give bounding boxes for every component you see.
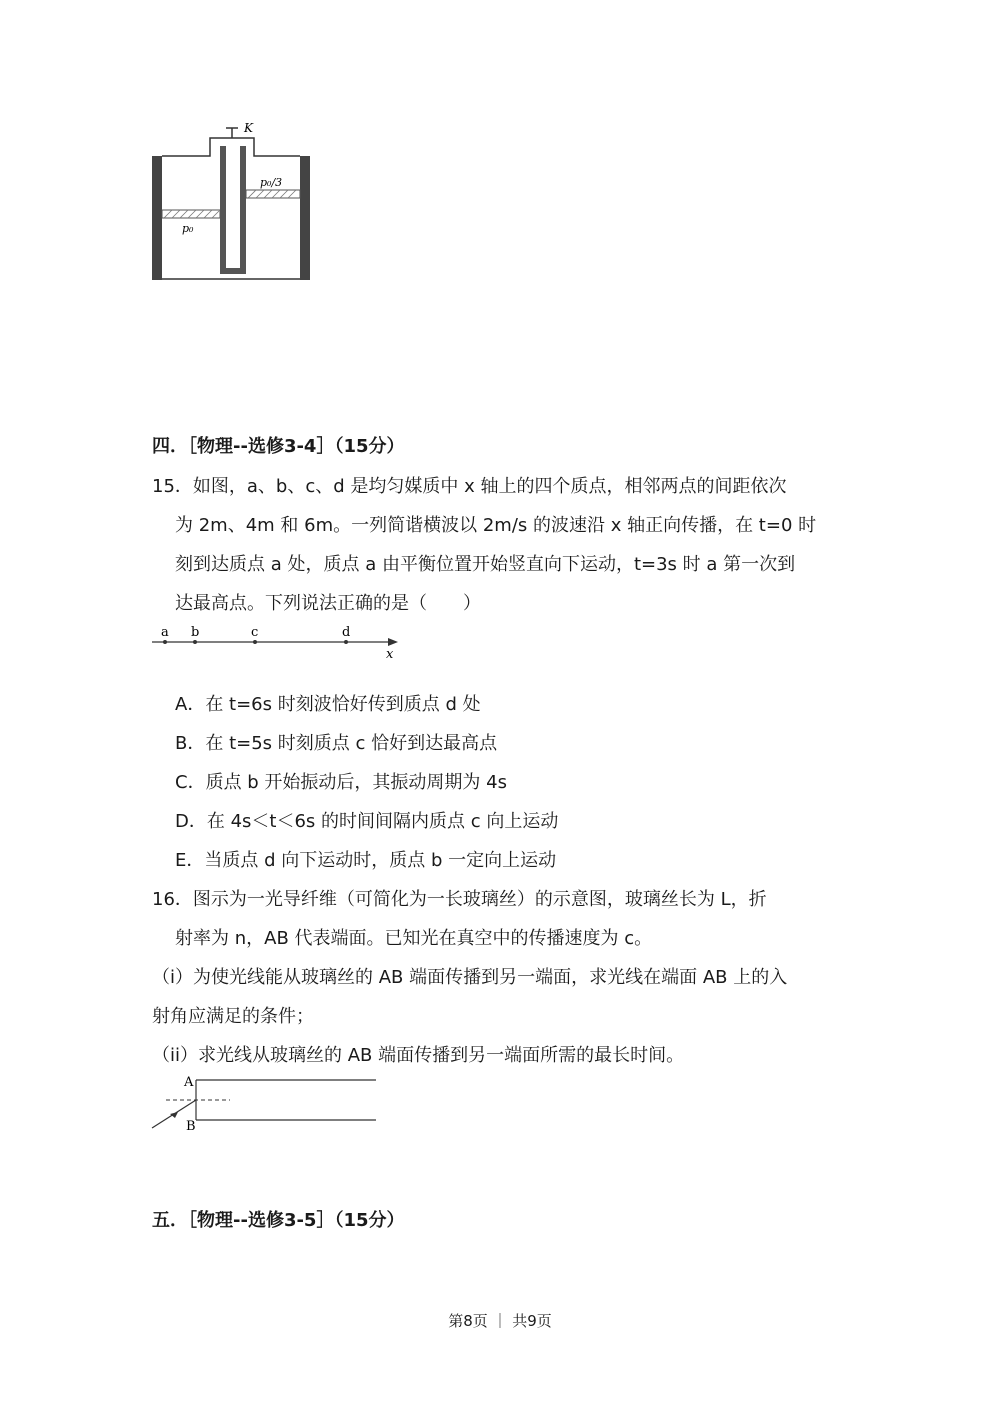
q15-option-b: B．在 t=5s 时刻质点 c 恰好到达最高点 [175, 733, 498, 754]
section-4-title: 四．［物理--选修3-4］（15分） [152, 436, 405, 457]
x-axis-label: x [386, 647, 394, 662]
point-c-label: c [251, 625, 259, 640]
vessel-figure [148, 118, 328, 288]
fiber-figure [148, 1070, 388, 1134]
q15-option-c: C．质点 b 开始振动后，其振动周期为 4s [175, 772, 507, 793]
q16-sub-i-line-2: 射角应满足的条件； [152, 1006, 314, 1027]
valve-label: K [244, 121, 253, 135]
fiber-label-a: A [184, 1075, 194, 1090]
left-pressure-label: p₀ [182, 222, 194, 235]
q15-option-e: E．当质点 d 向下运动时，质点 b 一定向上运动 [175, 850, 557, 871]
right-pressure-label: p₀/3 [260, 176, 283, 189]
fiber-label-b: B [186, 1119, 196, 1134]
page-footer: 第8页 ｜ 共9页 [448, 1312, 552, 1330]
q15-line-4: 达最高点。下列说法正确的是（ ） [175, 593, 481, 614]
q16-line-1: 16．图示为一光导纤维（可简化为一长玻璃丝）的示意图，玻璃丝长为 L，折 [152, 889, 767, 910]
point-b-label: b [191, 625, 200, 640]
point-a-label: a [161, 625, 169, 640]
point-d-label: d [342, 625, 351, 640]
x-axis-figure [150, 622, 410, 662]
q15-option-a: A．在 t=6s 时刻波恰好传到质点 d 处 [175, 694, 481, 715]
section-5-title: 五．［物理--选修3-5］（15分） [152, 1210, 405, 1231]
q15-line-1: 15．如图，a、b、c、d 是均匀媒质中 x 轴上的四个质点，相邻两点的间距依次 [152, 476, 787, 497]
q16-line-2: 射率为 n，AB 代表端面。已知光在真空中的传播速度为 c。 [175, 928, 653, 949]
q16-sub-i-line-1: （i）为使光线能从玻璃丝的 AB 端面传播到另一端面，求光线在端面 AB 上的入 [152, 967, 788, 988]
q15-line-2: 为 2m、4m 和 6m。一列简谐横波以 2m/s 的波速沿 x 轴正向传播，在 t=0 时 [175, 515, 817, 536]
q15-line-3: 刻到达质点 a 处，质点 a 由平衡位置开始竖直向下运动，t=3s 时 a 第一次到 [175, 554, 796, 575]
q15-option-d: D．在 4s＜t＜6s 的时间间隔内质点 c 向上运动 [175, 811, 559, 832]
q16-sub-ii: （ii）求光线从玻璃丝的 AB 端面传播到另一端面所需的最长时间。 [152, 1045, 685, 1066]
